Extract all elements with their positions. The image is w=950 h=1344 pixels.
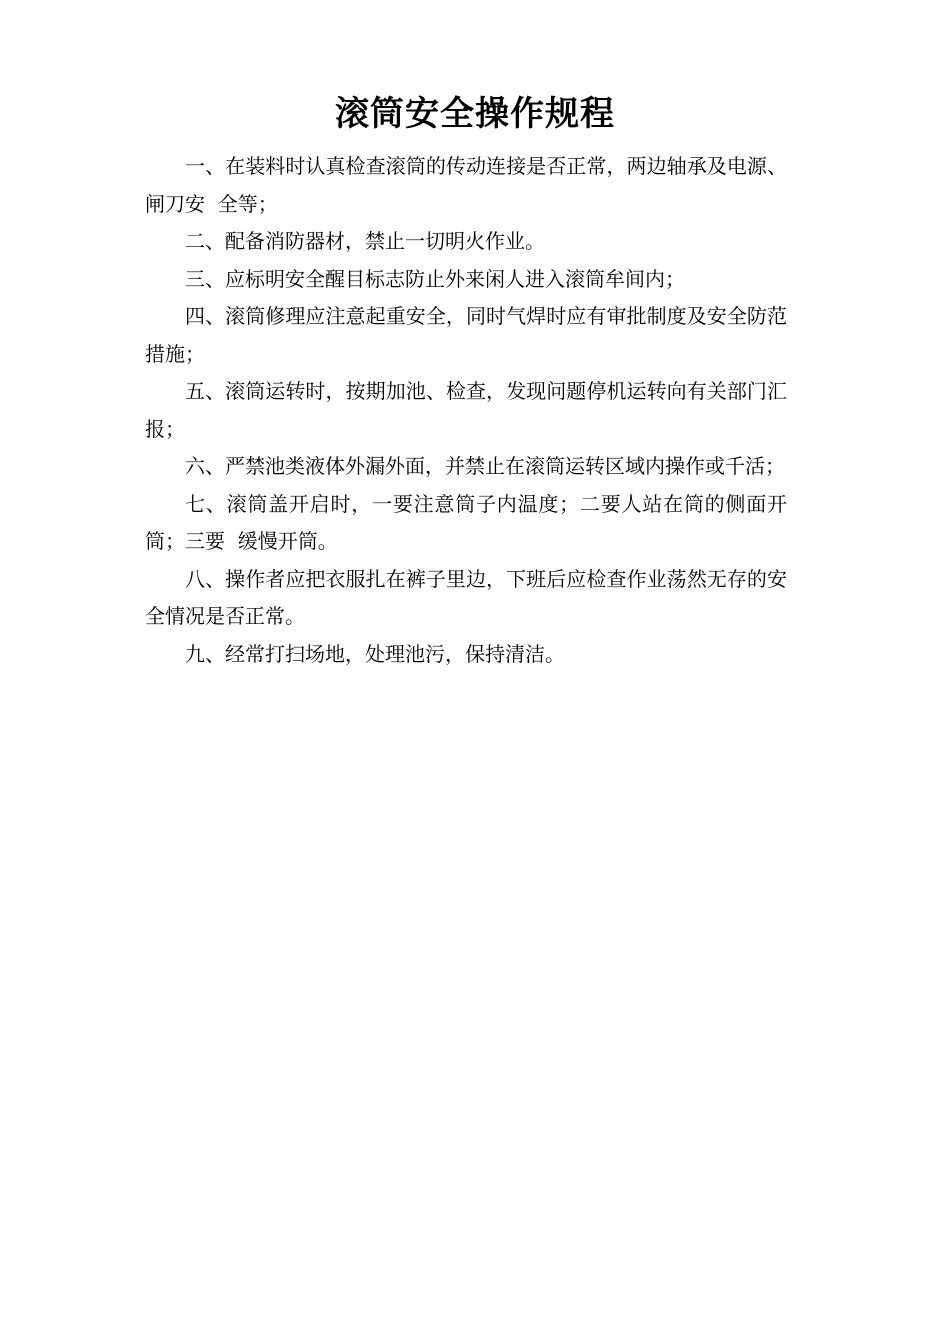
- rule-paragraph-2: 二、配备消防器材，禁止一切明火作业。: [185, 229, 545, 253]
- rule-paragraph-1: 一、在装料时认真检查滚筒的传动连接是否正常，两边轴承及电源、闸刀安 全等；: [145, 154, 787, 216]
- rule-paragraph-5: 五、滚筒运转时，按期加池、检查，发现问题停机运转向有关部门汇报；: [145, 379, 787, 441]
- rule-paragraph-6: 六、严禁池类液体外漏外面，并禁止在滚筒运转区域内操作或千活；: [185, 454, 785, 478]
- document-body: [145, 148, 787, 673]
- rule-paragraph-4: 四、滚筒修理应注意起重安全，同时气焊时应有审批制度及安全防范措施；: [145, 304, 787, 366]
- rule-paragraph-7: 七、滚筒盖开启时，一要注意筒子内温度；二要人站在筒的侧面开筒；三要 缓慢开筒。: [145, 491, 787, 553]
- rule-paragraph-9: 九、经常打扫场地，处理池污，保持清洁。: [185, 641, 565, 666]
- rule-paragraph-3: 三、应标明安全醒目标志防止外来闲人进入滚筒牟间内；: [185, 266, 685, 291]
- rule-paragraph-8: 八、操作者应把衣服扎在裤子里边，下班后应检查作业荡然无存的安全情况是否正常。: [145, 566, 787, 628]
- document-title: 滚筒安全操作规程: [335, 94, 615, 134]
